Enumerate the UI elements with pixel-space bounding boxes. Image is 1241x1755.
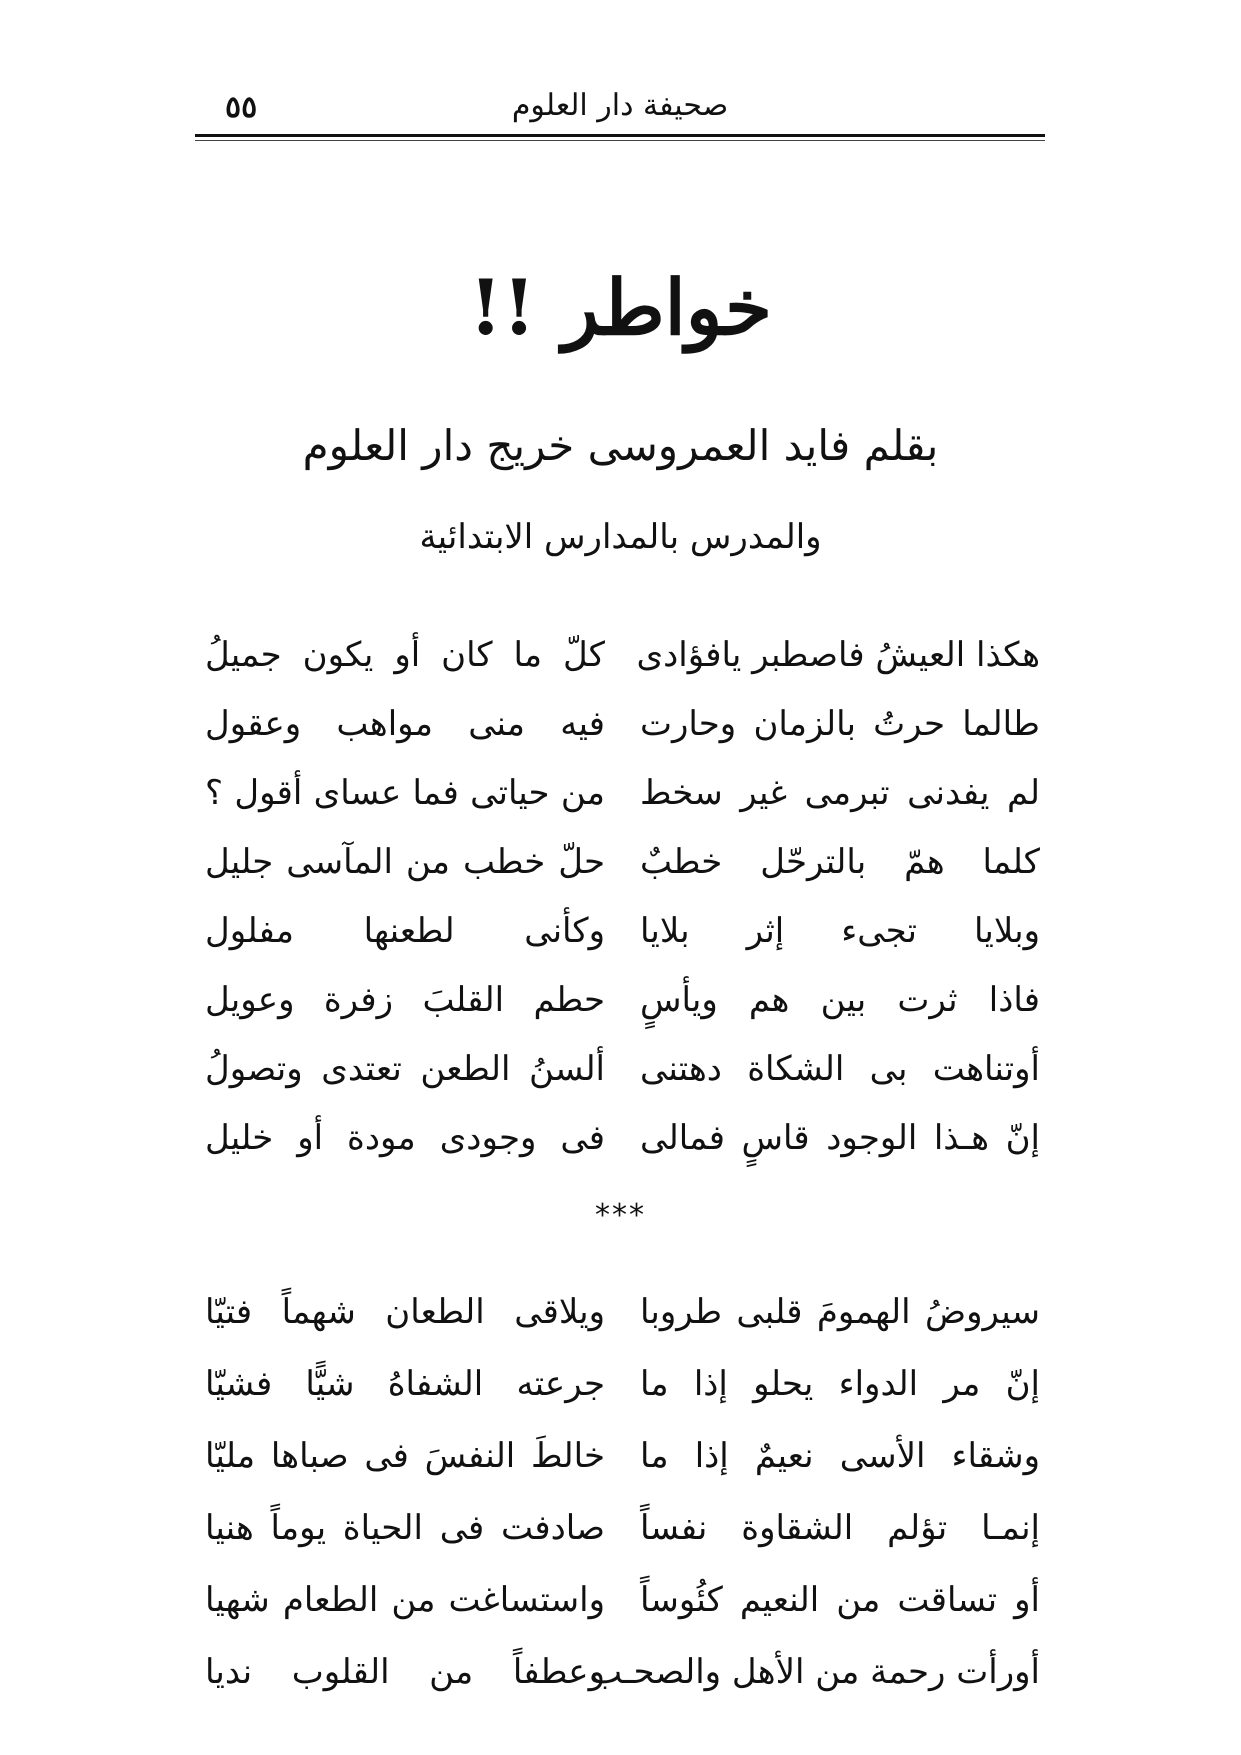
verse-ajuz: فيه منى مواهب وعقول	[205, 704, 605, 744]
verse-ajuz: وكأنى لطعنها مفلول	[205, 911, 605, 951]
verse-ajuz: ألسنُ الطعن تعتدى وتصولُ	[205, 1049, 605, 1089]
verse-sadr: هكذا العيشُ فاصطبر يافؤادى	[636, 635, 1040, 675]
verse-sadr: أو تساقت من النعيم كئُوساً	[640, 1580, 1040, 1620]
verse-line	[205, 1282, 1040, 1354]
poem-stanza-1	[205, 625, 1040, 1177]
verse-line	[205, 1354, 1040, 1426]
article-title: خواطر !!	[469, 263, 772, 352]
verse-ajuz: فى وجودى مودة أو خليل	[205, 1118, 605, 1158]
verse-line	[205, 1570, 1040, 1642]
verse-line	[205, 1642, 1040, 1714]
verse-line	[205, 1498, 1040, 1570]
poem-stanza-2	[205, 1282, 1040, 1714]
verse-ajuz: ويلاقى الطعان شهماً فتيّا	[205, 1292, 605, 1332]
verse-line	[205, 832, 1040, 901]
article-byline: بقلم فايد العمروسى خريج دار العلوم	[302, 421, 939, 470]
page-header	[195, 82, 1045, 132]
header-rule-thin	[195, 140, 1045, 141]
verse-sadr: كلما همّ بالترحّل خطبٌ	[640, 842, 1040, 882]
section-separator: ***	[595, 1198, 646, 1233]
verse-ajuz: جرعته الشفاهُ شيًّا فشيّا	[205, 1364, 605, 1404]
verse-sadr: أورأت رحمة من الأهل والصحـب	[590, 1652, 1040, 1692]
article-byline-secondary: والمدرس بالمدارس الابتدائية	[419, 517, 822, 557]
verse-sadr: سيروضُ الهمومَ قلبى طروبا	[640, 1292, 1040, 1332]
verse-line	[205, 970, 1040, 1039]
verse-sadr: إنّ مر الدواء يحلو إذا ما	[640, 1364, 1040, 1404]
verse-line	[205, 1426, 1040, 1498]
verse-line	[205, 1108, 1040, 1177]
page-number: ٥٥	[225, 90, 258, 125]
verse-line	[205, 1039, 1040, 1108]
verse-sadr: وشقاء الأسى نعيمٌ إذا ما	[640, 1436, 1040, 1476]
verse-sadr: طالما حرتُ بالزمان وحارت	[640, 704, 1040, 744]
running-title: صحيفة دار العلوم	[511, 88, 729, 123]
verse-line	[205, 625, 1040, 694]
verse-sadr: أوتناهت بى الشكاة دهتنى	[640, 1049, 1040, 1089]
verse-ajuz: وعطفاً من القلوب نديا	[205, 1652, 605, 1692]
header-rule	[195, 134, 1045, 137]
verse-ajuz: خالطَ النفسَ فى صباها مليّا	[205, 1436, 605, 1476]
verse-ajuz: صادفت فى الحياة يوماً هنيا	[205, 1508, 605, 1548]
verse-ajuz: حطم القلبَ زفرة وعويل	[205, 980, 605, 1020]
verse-ajuz: من حياتى فما عساى أقول ؟	[205, 773, 605, 813]
verse-sadr: إنمـا تؤلم الشقاوة نفساً	[640, 1508, 1040, 1548]
verse-line	[205, 694, 1040, 763]
verse-line	[205, 901, 1040, 970]
verse-line	[205, 763, 1040, 832]
verse-ajuz: حلّ خطب من المآسى جليل	[205, 842, 605, 882]
verse-ajuz: كلّ ما كان أو يكون جميلُ	[205, 635, 605, 675]
verse-sadr: إنّ هـذا الوجود قاسٍ فمالى	[640, 1118, 1040, 1158]
verse-sadr: لم يفدنى تبرمى غير سخط	[640, 773, 1040, 813]
verse-sadr: وبلايا تجىء إثر بلايا	[640, 911, 1040, 951]
verse-ajuz: واستساغت من الطعام شهيا	[205, 1580, 605, 1620]
verse-sadr: فاذا ثرت بين هم ويأسٍ	[640, 980, 1040, 1020]
